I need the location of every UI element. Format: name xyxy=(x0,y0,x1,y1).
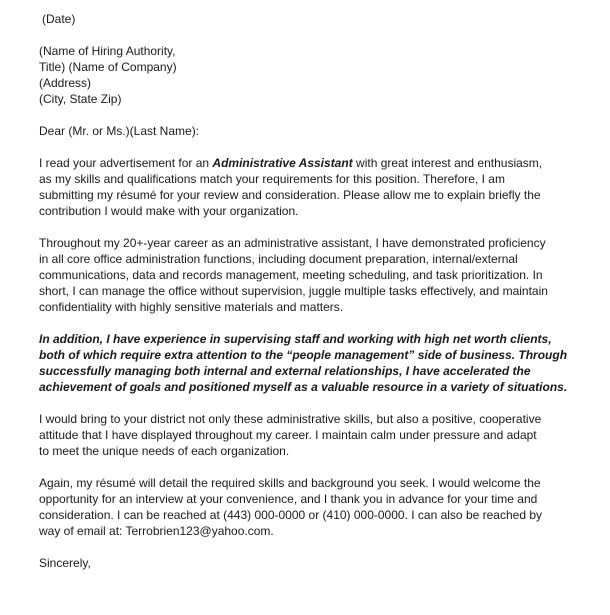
paragraph-attitude xyxy=(39,411,599,459)
paragraph-line: In addition, I have experience in supervising staff and working with high net worth clients, xyxy=(39,332,552,346)
paragraph-line: way of email at: Terrobrien123@yahoo.com. xyxy=(39,524,274,538)
recipient-line: (City, State Zip) xyxy=(39,92,122,106)
paragraph-line: confidentiality with highly sensitive materials and matters. xyxy=(39,300,344,314)
paragraph-line: contribution I would make with your organization. xyxy=(39,204,299,218)
recipient-block xyxy=(39,43,599,107)
job-title-emphasis: Administrative Assistant xyxy=(212,156,353,170)
paragraph-line: successfully managing both internal and external relationships, I have accelerated the xyxy=(39,364,531,378)
spacer xyxy=(39,219,599,235)
paragraph-line: attitude that I have displayed throughout my career. I maintain calm under pressure and adapt xyxy=(39,428,537,442)
spacer xyxy=(39,107,599,123)
paragraph-line: submitting my résumé for your review and consideration. Please allow me to explain briefly the xyxy=(39,188,541,202)
paragraph-line: as my skills and qualifications match your requirements for this position. Therefore, I am xyxy=(39,172,505,186)
spacer xyxy=(39,315,599,331)
paragraph-line: opportunity for an interview at your convenience, and I thank you in advance for your time and xyxy=(39,492,538,506)
recipient-line: Title) (Name of Company) xyxy=(39,60,177,74)
salutation: Dear (Mr. or Ms.)(Last Name): xyxy=(39,124,200,138)
paragraph-line xyxy=(39,155,599,171)
closing: Sincerely, xyxy=(39,556,91,570)
paragraph-line: in all core office administration functions, including document preparation, internal/external xyxy=(39,252,518,266)
spacer xyxy=(39,459,599,475)
recipient-line: (Address) xyxy=(39,76,92,90)
paragraph-line: Throughout my 20+-year career as an administrative assistant, I have demonstrated proficiency xyxy=(39,236,546,250)
spacer xyxy=(39,139,599,155)
paragraph-line: to meet the unique needs of each organization. xyxy=(39,444,290,458)
paragraph-highlight xyxy=(39,331,599,395)
spacer xyxy=(39,395,599,411)
paragraph-intro xyxy=(39,155,599,219)
spacer xyxy=(39,27,599,43)
recipient-line: (Name of Hiring Authority, xyxy=(39,44,176,58)
paragraph-line: I would bring to your district not only these administrative skills, but also a positive, cooperative xyxy=(39,412,542,426)
cover-letter xyxy=(39,11,599,571)
paragraph-line: communications, data and records management, meeting scheduling, and task prioritization. In xyxy=(39,268,543,282)
paragraph-line: short, I can manage the office without supervision, juggle multiple tasks effectively, and maintain xyxy=(39,284,548,298)
paragraph-line: consideration. I can be reached at (443) 000-0000 or (410) 000-0000. I can also be reached by xyxy=(39,508,542,522)
spacer xyxy=(39,539,599,555)
paragraph-contact xyxy=(39,475,599,539)
paragraph-line: achievement of goals and positioned myself as a valuable resource in a variety of situations. xyxy=(39,380,568,394)
paragraph-line: both of which require extra attention to the “people management” side of business. Through xyxy=(39,348,568,362)
text-run: I read your advertisement for an xyxy=(39,156,213,170)
paragraph-line: Again, my résumé will detail the required skills and background you seek. I would welcome the xyxy=(39,476,541,490)
paragraph-experience xyxy=(39,235,599,315)
letter-date: (Date) xyxy=(42,12,76,26)
text-run: with great interest and enthusiasm, xyxy=(352,156,543,170)
